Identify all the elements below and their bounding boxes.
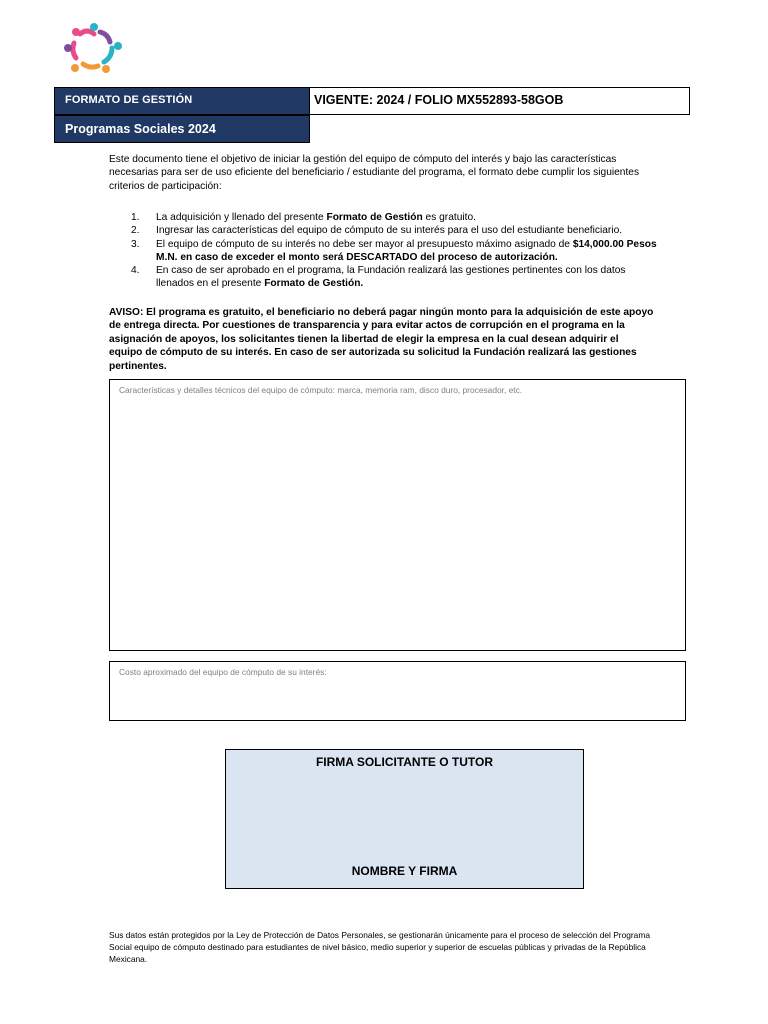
criteria-list [131, 211, 661, 291]
list-item [131, 238, 661, 265]
signature-box[interactable] [225, 749, 584, 889]
signature-title: FIRMA SOLICITANTE O TUTOR [315, 755, 494, 769]
signature-footer: NOMBRE Y FIRMA [351, 864, 458, 878]
intro-paragraph: Este documento tiene el objetivo de iniciar la gestión del equipo de cómputo del interés y bajo las características necesarias para ser de uso eficiente del beneficiario / estudiante del programa, el formato debe cumplir los siguientes criterios de participación: [109, 154, 640, 192]
foundation-logo-icon [62, 22, 124, 76]
list-item [131, 224, 661, 237]
validity-folio: VIGENTE: 2024 / FOLIO MX552893-58GOB [309, 87, 690, 115]
list-item-bold: Formato de Gestión [326, 212, 423, 223]
list-item-text: La adquisición y llenado del presente [156, 212, 327, 223]
specs-field[interactable] [109, 379, 686, 651]
list-item-text: El equipo de cómputo de su interés no debe ser mayor al presupuesto máximo asignado de [156, 238, 573, 250]
list-item-bold: $14,000.00 Pesos M.N. en caso de exceder el monto será DESCARTADO del proceso de autorización. [156, 238, 657, 263]
list-item [131, 264, 661, 291]
list-item-number: 3. [131, 238, 140, 250]
specs-field-label: Características y detalles técnicos del equipo de cómputo: marca, memoria ram, disco duro, procesador, etc. [119, 385, 523, 395]
format-label: FORMATO DE GESTIÓN [54, 87, 310, 115]
aviso-notice: AVISO: El programa es gratuito, el beneficiario no deberá pagar ningún monto para la adquisición de este apoyo de entrega directa. Por cuestiones de transparencia y para evitar actos de corrupción en el programa en la asignación de apoyos, los solicitantes tienen la libertad de elegir la empresa en la cual desean adquirir el equipo de cómputo de su interés. En caso de ser autorizada su solicitud la Fundación realizará las gestiones pertinentes. [109, 307, 654, 372]
list-item-bold: Formato de Gestión. [264, 278, 364, 290]
list-item-number: 2. [131, 225, 140, 237]
list-item-number: 1. [131, 212, 140, 223]
list-item-text: Ingresar las características del equipo de cómputo de su interés para el uso del estudiante beneficiario. [156, 225, 623, 237]
list-item-number: 4. [131, 265, 140, 277]
list-item [131, 211, 661, 224]
program-label: Programas Sociales 2024 [54, 115, 310, 143]
cost-field-label: Costo aproximado del equipo de cómputo de su interés: [119, 667, 327, 677]
privacy-notice: Sus datos están protegidos por la Ley de Protección de Datos Personales, se gestionarán únicamente para el proceso de selección del Programa Social equipo de cómputo destinado para estudiantes de nivel básico, medio superior y superior de escuelas públicas y privadas de la República Mexicana. [109, 930, 650, 964]
list-item-text-end: es gratuito. [422, 212, 476, 223]
cost-field[interactable] [109, 661, 686, 721]
list-item-text: En caso de ser aprobado en el programa, la Fundación realizará las gestiones pertinentes con los datos llenados en el presente [156, 265, 626, 290]
